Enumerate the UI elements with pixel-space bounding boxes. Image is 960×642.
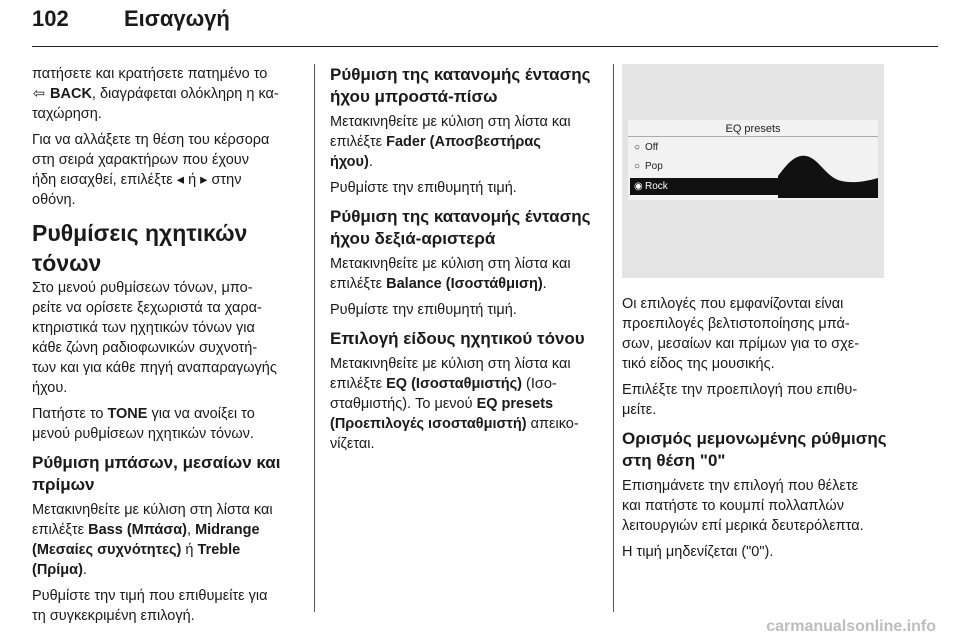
column-divider [613, 64, 614, 612]
paragraph: Επισημάνετε την επιλογή που θέλετε και πατήστε το κουμπί πολλαπλών λειτουργιών επί μερικά δευτερόλεπτα. [622, 478, 864, 534]
page-title: Εισαγωγή [124, 6, 230, 31]
column-1 [32, 64, 304, 632]
paragraph: Μετακινηθείτε με κύλιση στη λίστα και επιλέξτε Balance (Ισοστάθμιση). [330, 256, 571, 292]
paragraph: Η τιμή μηδενίζεται ("0"). [622, 544, 774, 560]
paragraph: Ρυθμίστε την τιμή που επιθυμείτε για τη συγκεκριμένη επιλογή. [32, 588, 268, 624]
subsection-heading: Ρύθμιση της κατανομής έντασης ήχου μπροστά-πίσω [330, 65, 591, 106]
subsection-heading: Επιλογή είδους ηχητικού τόνου [330, 329, 585, 348]
paragraph: Οι επιλογές που εμφανίζονται είναι προεπιλογές βελτιστοποίησης μπά- σων, μεσαίων και πρίμων για το σχε- τικό είδος της μουσικής. [622, 296, 860, 372]
watermark: carmanualsonline.info [766, 618, 936, 635]
paragraph: Μετακινηθείτε με κύλιση στη λίστα και επιλέξτε Fader (Αποσβεστήρας ήχου). [330, 114, 571, 170]
screen-title: EQ presets [628, 122, 878, 137]
paragraph: Μετακινηθείτε με κύλιση στη λίστα και επιλέξτε Bass (Μπάσα), Midrange (Μεσαίες συχνότητες) ή Treble (Πρίμα). [32, 502, 273, 578]
radio-selected-icon: ◉ [634, 181, 643, 192]
radio-icon: ○ [634, 161, 641, 172]
preset-option: ○ Pop [630, 158, 778, 175]
paragraph: Επιλέξτε την προεπιλογή που επιθυ- μείτε. [622, 382, 858, 418]
radio-icon: ○ [634, 142, 641, 153]
column-divider [314, 64, 315, 612]
page-header [32, 0, 938, 47]
subsection-heading: Ρύθμιση της κατανομής έντασης ήχου δεξιά-αριστερά [330, 207, 591, 248]
column-2 [330, 64, 602, 460]
back-arrow-icon: ⇦ [32, 86, 46, 102]
subsection-heading: Ρύθμιση μπάσων, μεσαίων και πρίμων [32, 453, 281, 494]
preset-option-selected: ◉ Rock [630, 178, 778, 195]
paragraph: Ρυθμίστε την επιθυμητή τιμή. [330, 180, 517, 196]
paragraph: Στο μενού ρυθμίσεων τόνων, μπο- ρείτε να ορίσετε ξεχωριστά τα χαρα- κτηριστικά των ηχητικών τόνων για κάθε ζώνη ραδιοφωνικών συχνοτή- των και για κάθε πηγή αναπαραγωγής ήχου. [32, 280, 277, 396]
paragraph: Για να αλλάξετε τη θέση του κέρσορα στη σειρά χαρακτήρων που έχουν ήδη εισαχθεί, επιλέξτε ◂ ή ▸ στην οθόνη. [32, 132, 270, 208]
paragraph: Πατήστε το TONE για να ανοίξει το μενού ρυθμίσεων ηχητικών τόνων. [32, 406, 255, 442]
paragraph: Ρυθμίστε την επιθυμητή τιμή. [330, 302, 517, 318]
paragraph: πατήσετε και κρατήσετε πατημένο το ⇦ BACK, διαγράφεται ολόκληρη η κα- ταχώρηση. [32, 66, 279, 122]
eq-curve-graphic [778, 136, 878, 198]
column-3 [622, 294, 890, 568]
subsection-heading: Ορισμός μεμονωμένης ρύθμισης στη θέση "0" [622, 429, 887, 470]
paragraph: Μετακινηθείτε με κύλιση στη λίστα και επιλέξτε EQ (Ισοσταθμιστής) (Ισο- σταθμιστής). Το μενού EQ presets (Προεπιλογές ισοσταθμιστή) απεικο- νίζεται. [330, 356, 579, 452]
section-heading: Ρυθμίσεις ηχητικών τόνων [32, 220, 248, 276]
preset-option: ○ Off [630, 139, 778, 156]
page-number: 102 [32, 6, 69, 31]
eq-presets-screen [628, 120, 878, 200]
eq-presets-screen-figure [622, 64, 884, 278]
